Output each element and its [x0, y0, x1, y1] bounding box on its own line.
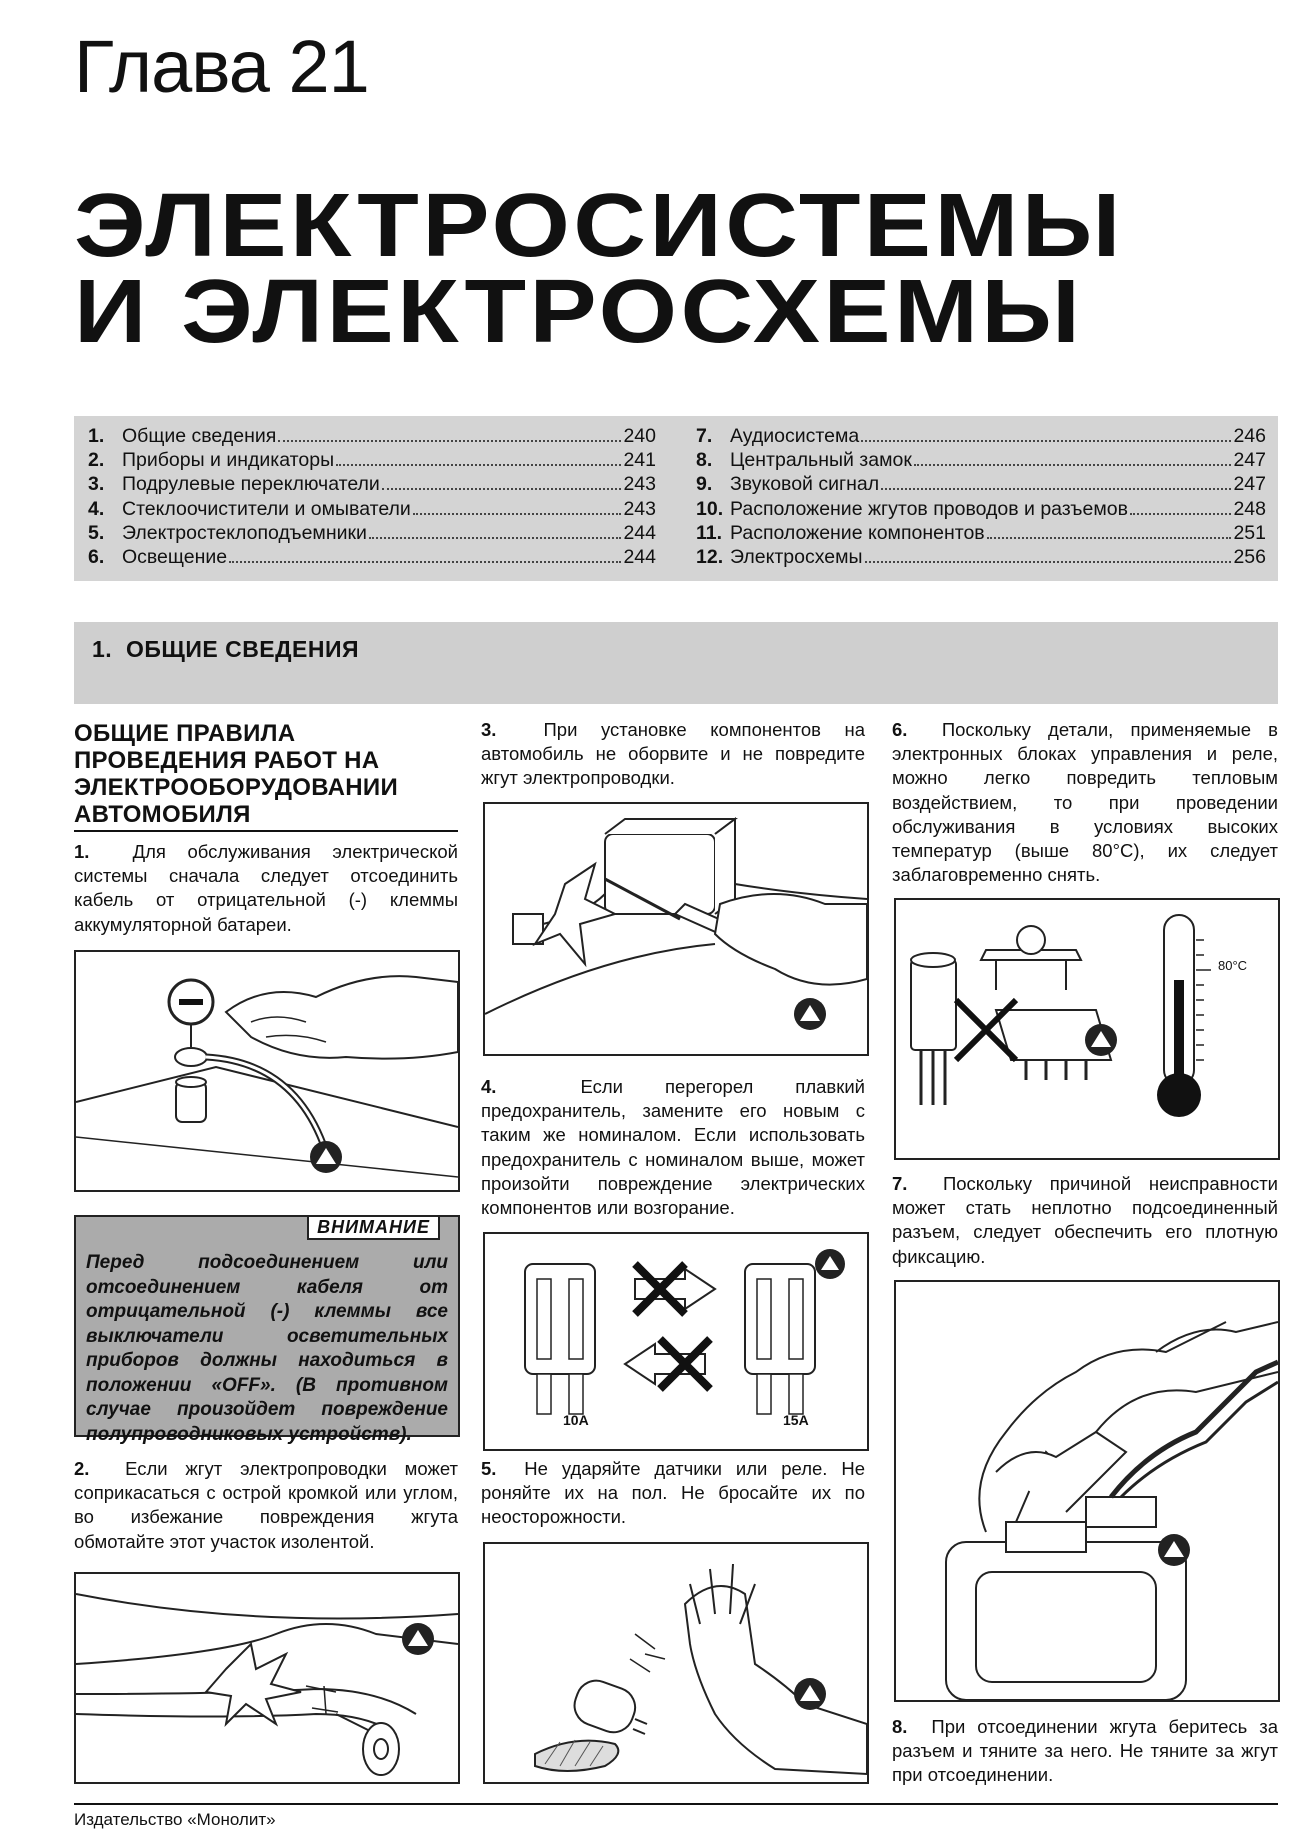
- toc-entry[interactable]: 5. Электростеклоподъемники 244: [88, 521, 656, 544]
- harness-wrap-illustration: [76, 1574, 458, 1782]
- chapter-title-line-1: ЭЛЕКТРОСИСТЕМЫ: [74, 176, 1124, 276]
- figure-harness-tape: [74, 1572, 460, 1784]
- column-3: [892, 718, 1278, 887]
- footer-divider: [74, 1803, 1278, 1805]
- toc-entry[interactable]: 6. Освещение 244: [88, 545, 656, 568]
- warning-box: [74, 1215, 460, 1445]
- fuse-illustration: [485, 1234, 867, 1449]
- chapter-title-line-2: И ЭЛЕКТРОСХЕМЫ: [74, 262, 1084, 362]
- figure-battery-terminal: [74, 950, 460, 1192]
- column-2-lower: [481, 1457, 865, 1530]
- toc-entry[interactable]: 12. Электросхемы 256: [696, 545, 1266, 568]
- fuse-label-left: 10A: [563, 1412, 589, 1428]
- section-title: 1. ОБЩИЕ СВЕДЕНИЯ: [92, 636, 360, 662]
- subsection-heading: ОБЩИЕ ПРАВИЛА ПРОВЕДЕНИЯ РАБОТ НА ЭЛЕКТРООБОРУДОВАНИИ АВТОМОБИЛЯ: [74, 720, 458, 832]
- warning-text: Перед подсоединением или отсоединением кабеля от отрицательной (-) клеммы все выключатели осветительных приборов должны находиться в положении «OFF». (В противном случае произойдет повреждение полупроводниковых устройств).: [86, 1252, 448, 1445]
- toc-entry[interactable]: 3. Подрулевые переключатели 243: [88, 473, 656, 496]
- connector-icon: [1006, 1522, 1086, 1552]
- toc-entry[interactable]: 1. Общие сведения 240: [88, 425, 656, 447]
- paragraph-3: 3. При установке компонентов на автомобиль не оборвите и не повредите жгут электропроводки.: [481, 719, 865, 789]
- column-2: [481, 718, 865, 791]
- toc-entry[interactable]: 10. Расположение жгутов проводов и разъемов 248: [696, 497, 1266, 520]
- arrow-left-icon: [625, 1344, 705, 1384]
- toc-entry[interactable]: 9. Звуковой сигнал 247: [696, 473, 1266, 496]
- paragraph-2: 2. Если жгут электропроводки может соприкасаться с острой кромкой или углом, во избежание повреждения жгута обмотайте этот участок изолентой.: [74, 1458, 459, 1552]
- sensor-icon: [569, 1675, 641, 1738]
- fuse-icon: [525, 1264, 595, 1374]
- figure-component-install: [483, 802, 869, 1056]
- figure-fuse-rating: [483, 1232, 869, 1451]
- paragraph-8: 8. При отсоединении жгута беритесь за разъем и тяните за него. Не тяните за жгут при отсоединении.: [892, 1716, 1278, 1786]
- transistor-icon: [911, 960, 956, 1050]
- paragraph-5: 5. Не ударяйте датчики или реле. Не роняйте их на пол. Не бросайте их по неосторожности.: [481, 1458, 866, 1528]
- figure-connector-pull: [894, 1280, 1280, 1702]
- footer-publisher: Издательство «Монолит»: [74, 1810, 276, 1829]
- table-of-contents: [74, 416, 1278, 581]
- toc-entry[interactable]: 11. Расположение компонентов 251: [696, 521, 1266, 544]
- thermometer-label: 80°C: [1218, 958, 1248, 973]
- chapter-label: Глава 21: [74, 25, 369, 108]
- column-2-middle: [481, 1075, 865, 1220]
- paragraph-4: 4. Если перегорел плавкий предохранитель, замените его новым с таким же номиналом. Если использовать предохранитель с номиналом выше, может произойти повреждение электрических компонентов или возгорание.: [481, 1076, 865, 1219]
- paragraph-1: 1. Для обслуживания электрической системы сначала следует отсоединить кабель от отрицательной (-) клеммы аккумуляторной батареи.: [74, 841, 459, 935]
- toc-entry[interactable]: 7. Аудиосистема 246: [696, 425, 1266, 447]
- toc-entry[interactable]: 4. Стеклоочистители и омыватели 243: [88, 497, 656, 520]
- figure-drop-sensor: [483, 1542, 869, 1784]
- fuse-label-right: 15A: [783, 1412, 809, 1428]
- column-3-lower: [892, 1715, 1278, 1788]
- toc-entry[interactable]: 8. Центральный замок 247: [696, 449, 1266, 472]
- toc-column-right: [696, 424, 1266, 569]
- connector-disconnect-illustration: [896, 1282, 1278, 1700]
- paragraph-7: 7. Поскольку причиной неисправности может стать неплотно подсоединенный разъем, следует обеспечить его плотную фиксацию.: [892, 1173, 1278, 1267]
- dropped-sensor-illustration: [485, 1544, 867, 1782]
- fuse-icon: [745, 1264, 815, 1374]
- heat-sensitive-parts-illustration: [896, 900, 1278, 1158]
- toc-column-left: [88, 424, 656, 569]
- screwdriver-illustration: [485, 804, 867, 1054]
- warning-label: ВНИМАНИЕ: [307, 1215, 440, 1240]
- column-1: [74, 720, 458, 937]
- figure-heat-damage: [894, 898, 1280, 1160]
- toc-entry[interactable]: 2. Приборы и индикаторы 241: [88, 449, 656, 472]
- column-3-middle: [892, 1172, 1278, 1269]
- paragraph-6: 6. Поскольку детали, применяемые в электронных блоках управления и реле, можно легко повредить тепловым воздействием, то при проведении обслуживания в условиях высоких температур (выше 80°C), их следует заблаговременно снять.: [892, 719, 1278, 886]
- battery-disconnect-illustration: [76, 952, 458, 1190]
- column-1-lower: [74, 1457, 458, 1554]
- section-header: [74, 622, 1278, 704]
